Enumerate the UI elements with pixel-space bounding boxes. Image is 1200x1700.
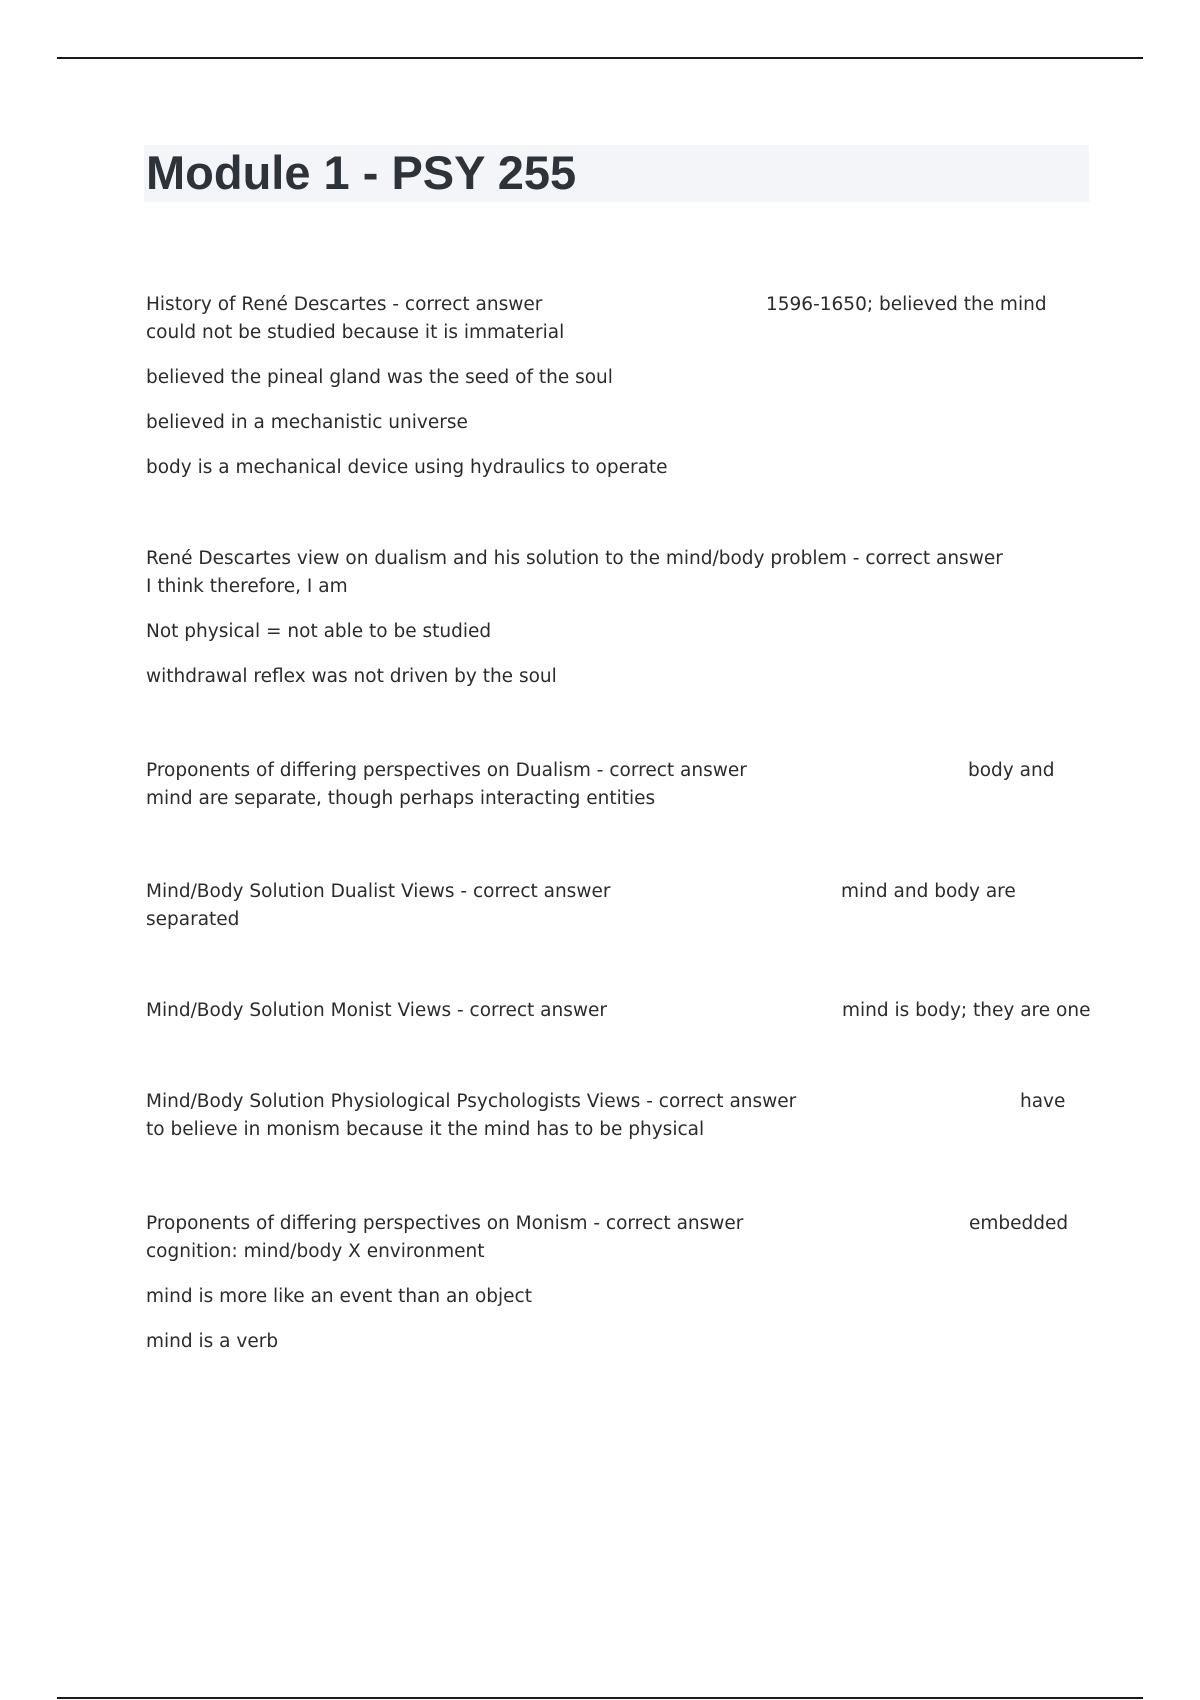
question-text: Mind/Body Solution Dualist Views - correct answer [146, 881, 611, 902]
answer-extra-line: Not physical = not able to be studied [146, 621, 492, 642]
qa-item-monism-proponents [146, 1210, 1086, 1356]
qa-item-descartes-history [146, 291, 1086, 482]
top-rule [57, 57, 1143, 59]
answer-text: embedded [969, 1213, 1069, 1234]
answer-continuation: I think therefore, I am [146, 576, 348, 597]
answer-continuation: separated [146, 909, 240, 930]
question-text: Proponents of differing perspectives on Monism - correct answer [146, 1213, 744, 1234]
question-text: History of René Descartes - correct answer [146, 294, 543, 315]
answer-extra-line: mind is a verb [146, 1331, 279, 1352]
qa-first-line [146, 757, 1086, 785]
document-body [146, 291, 1091, 1356]
answer-extra-line: believed the pineal gland was the seed of the soul [146, 367, 613, 388]
qa-first-line [146, 997, 1091, 1025]
answer-extra-line: body is a mechanical device using hydraulics to operate [146, 457, 668, 478]
question-text: René Descartes view on dualism and his solution to the mind/body problem - correct answer [146, 548, 1003, 569]
answer-text: mind and body are [841, 881, 1016, 902]
qa-first-line [146, 545, 1086, 573]
answer-continuation: could not be studied because it is immaterial [146, 322, 565, 343]
qa-first-line [146, 1210, 1086, 1238]
bottom-rule [57, 1697, 1143, 1699]
qa-item-physiological-views [146, 1088, 1086, 1144]
question-text: Mind/Body Solution Monist Views - correct answer [146, 1000, 608, 1021]
answer-continuation: cognition: mind/body X environment [146, 1241, 485, 1262]
answer-text: body and [968, 760, 1055, 781]
qa-first-line [146, 291, 1086, 319]
answer-continuation: to believe in monism because it the mind has to be physical [146, 1119, 705, 1140]
answer-text: mind is body; they are one [842, 1000, 1091, 1021]
qa-first-line [146, 1088, 1086, 1116]
answer-extra-line: mind is more like an event than an object [146, 1286, 532, 1307]
question-text: Proponents of differing perspectives on Dualism - correct answer [146, 760, 747, 781]
answer-continuation: mind are separate, though perhaps interacting entities [146, 788, 656, 809]
answer-text: have [1020, 1091, 1066, 1112]
qa-item-descartes-dualism [146, 545, 1086, 691]
answer-text: 1596-1650; believed the mind [766, 294, 1047, 315]
qa-item-dualist-views [146, 878, 1086, 934]
answer-extra-line: withdrawal reflex was not driven by the soul [146, 666, 557, 687]
qa-item-dualism-proponents [146, 757, 1086, 813]
qa-item-monist-views [146, 997, 1091, 1025]
qa-first-line [146, 878, 1086, 906]
answer-extra-line: believed in a mechanistic universe [146, 412, 468, 433]
question-text: Mind/Body Solution Physiological Psychologists Views - correct answer [146, 1091, 797, 1112]
page-title: Module 1 - PSY 255 [146, 146, 577, 199]
